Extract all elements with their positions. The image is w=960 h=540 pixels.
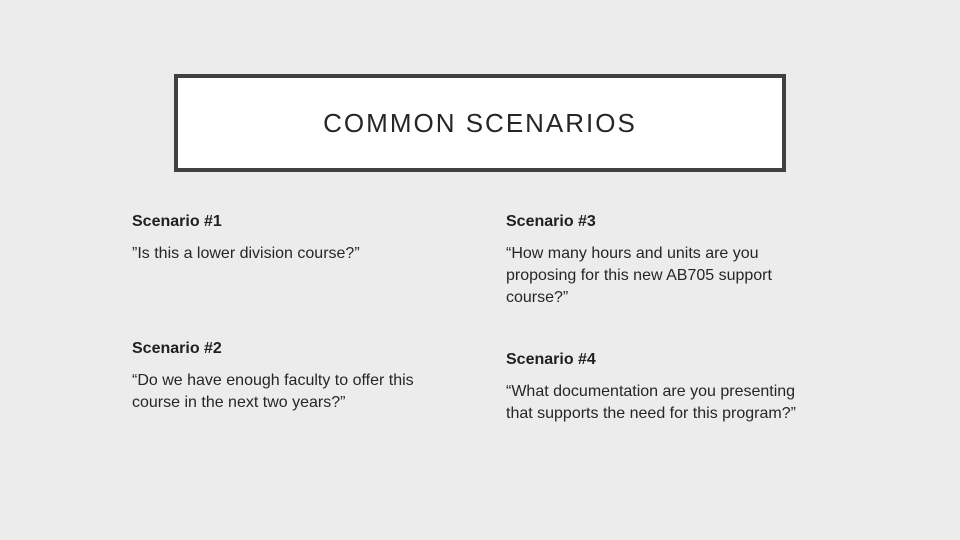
- scenario-3-heading: Scenario #3: [506, 213, 596, 230]
- scenario-1: [132, 211, 462, 265]
- scenario-2-quote: “Do we have enough faculty to offer this course in the next two years?”: [132, 372, 414, 411]
- scenario-3: [506, 211, 826, 309]
- title-box: [174, 74, 786, 172]
- scenario-2-heading: Scenario #2: [132, 340, 222, 357]
- scenario-4-heading: Scenario #4: [506, 351, 596, 368]
- scenario-3-quote: “How many hours and units are you proposing for this new AB705 support course?”: [506, 245, 772, 306]
- scenario-1-quote: ”Is this a lower division course?”: [132, 245, 360, 262]
- scenario-4-quote: “What documentation are you presenting that supports the need for this program?”: [506, 383, 796, 422]
- slide-title: COMMON SCENARIOS: [323, 107, 637, 138]
- scenario-2: [132, 338, 462, 414]
- scenario-1-heading: Scenario #1: [132, 213, 222, 230]
- scenario-4: [506, 349, 826, 425]
